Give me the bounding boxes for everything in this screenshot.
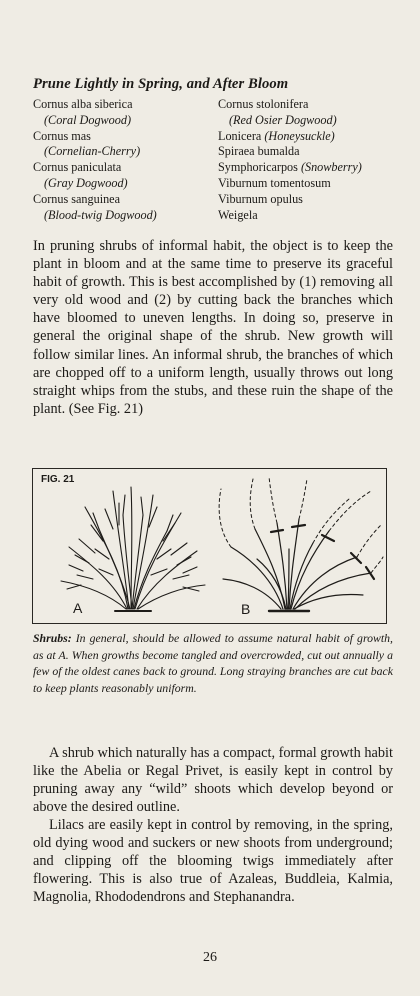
shrub-illustration [33, 469, 386, 623]
plant-botanical-name: Cornus paniculata [33, 160, 122, 175]
body-paragraph-formal-shrubs: A shrub which naturally has a compact, formal growth habit like the Abelia or Regal Privet, is easily kept in control by pruning away any “wild” shoots which develop beyond or above the desired outline. [33, 745, 393, 816]
plant-entry: Weigela [218, 207, 258, 222]
plant-entry: Viburnum opulus [218, 191, 303, 206]
plant-common-name: (Red Osier Dogwood) [229, 112, 337, 127]
plant-common-name: (Gray Dogwood) [44, 175, 128, 190]
shrub-a-drawing [61, 487, 205, 609]
plant-entry [33, 192, 218, 224]
plant-botanical-name: Cornus sanguinea [33, 191, 120, 206]
plant-entry [218, 129, 393, 145]
plant-botanical-name: Cornus mas [33, 128, 91, 143]
plant-common-name: (Cornelian-Cherry) [44, 144, 141, 159]
plant-common-name: (Blood-twig Dogwood) [44, 207, 157, 222]
caption-lead: Shrubs: [33, 631, 72, 645]
figure-label: FIG. 21 [41, 474, 75, 485]
plant-entry [218, 160, 393, 176]
figure-caption [33, 630, 393, 696]
shrub-b-drawing [223, 519, 371, 609]
page-number: 26 [203, 950, 217, 965]
plant-entry [33, 129, 218, 161]
plant-entry: Viburnum tomentosum [218, 175, 331, 190]
plant-botanical-name: Symphoricarpos [218, 160, 301, 175]
plant-common-name: (Honeysuckle) [264, 128, 335, 143]
plant-entry [33, 97, 218, 129]
body-paragraph-lilacs: Lilacs are easily kept in control by removing, in the spring, old dying wood and suckers or new shoots from underground; and clipping off the blooming twigs immediately after flowering. This is also true of Azaleas, Buddleia, Kalmia, Magnolia, Rhododendrons and Stephanandra. [33, 817, 393, 906]
section-heading: Prune Lightly in Spring, and After Bloom [33, 76, 289, 92]
figure-label-b: B [241, 601, 251, 617]
figure-label-a: A [73, 600, 83, 616]
body-paragraph-informal-shrubs: In pruning shrubs of informal habit, the object is to keep the plant in bloom and at the same time to preserve its graceful habit of growth. This is best accomplished by (1) removing all very old wood and (2) by cutting back the branches which have bloomed to uneven lengths. In doing so, preserve in general the original shape of the shrub. New growth will follow similar lines. An informal shrub, the branches of which are chopped off to a uniform length, usually throws out long straight whips from the stubs, and these ruin the shape of the plant. (See Fig. 21) [33, 238, 393, 417]
caption-text: In general, should be allowed to assume natural habit of growth, as at A. When growths become tangled and overcrowded, cut out annually a few of the oldest canes back to ground. Long straying branches are cut back to keep plants reasonably uniform. [33, 631, 393, 695]
plant-botanical-name: Cornus stolonifera [218, 97, 309, 111]
plant-entry: Spiraea bumalda [218, 144, 300, 159]
plant-entry [218, 97, 393, 129]
figure-21 [32, 468, 387, 624]
plant-botanical-name: Cornus alba siberica [33, 97, 133, 111]
plant-common-name: (Snowberry) [300, 160, 362, 175]
plant-list-left-column [33, 97, 218, 223]
plant-entry [33, 160, 218, 192]
plant-common-name: (Coral Dogwood) [44, 112, 132, 127]
plant-list-right-column [218, 97, 393, 223]
plant-botanical-name: Lonicera [218, 128, 265, 143]
